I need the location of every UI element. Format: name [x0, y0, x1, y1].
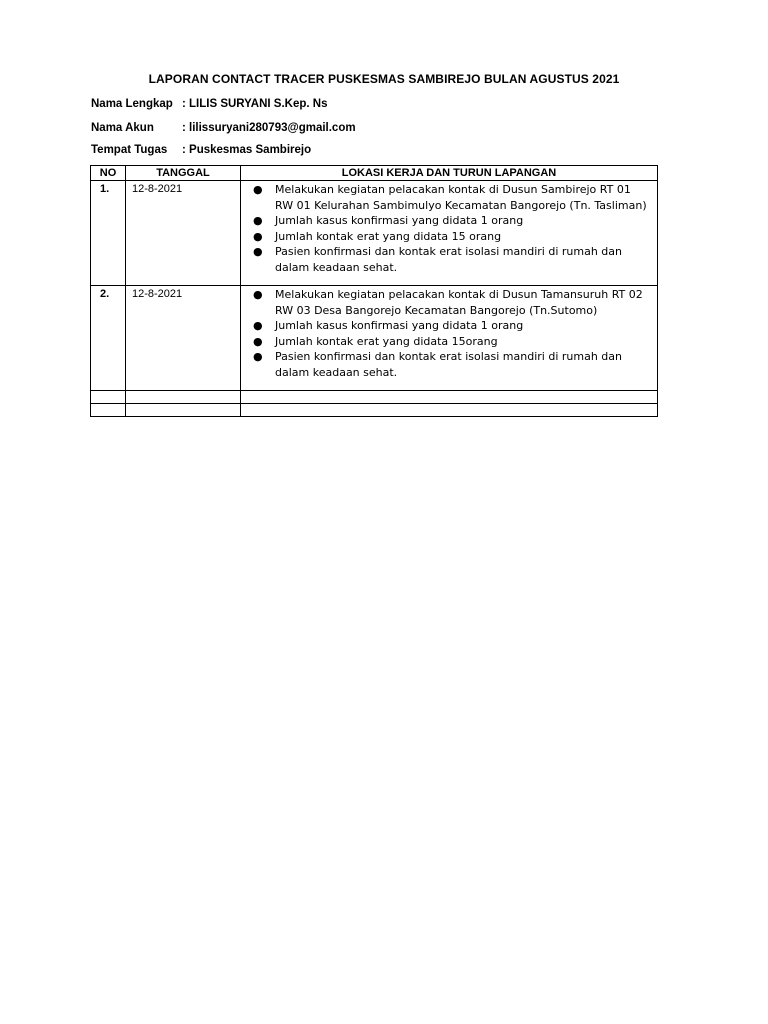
row-description: [241, 181, 658, 286]
empty-table-row: [91, 391, 658, 404]
report-title: LAPORAN CONTACT TRACER PUSKESMAS SAMBIREJO BULAN AGUSTUS 2021: [148, 72, 620, 86]
field-nama-lengkap: [91, 98, 328, 110]
bullet-icon: ●: [253, 319, 263, 332]
list-item: [251, 287, 651, 318]
empty-cell: [241, 391, 658, 404]
empty-cell: [126, 404, 241, 417]
list-item-text: Melakukan kegiatan pelacakan kontak di Dusun Tamansuruh RT 02 RW 03 Desa Bangorejo Kecamatan Bangorejo (Tn.Sutomo): [275, 288, 643, 317]
bullet-icon: ●: [253, 183, 263, 196]
bullet-icon: ●: [253, 214, 263, 227]
list-item: [251, 349, 651, 380]
list-item-text: Melakukan kegiatan pelacakan kontak di Dusun Sambirejo RT 01 RW 01 Kelurahan Sambimulyo Kecamatan Bangorejo (Tn. Tasliman): [275, 183, 647, 212]
field-value: : lilissuryani280793@gmail.com: [182, 122, 356, 134]
list-item: [251, 244, 651, 275]
list-item: [251, 334, 651, 350]
empty-table-row: [91, 404, 658, 417]
field-tempat-tugas: [91, 144, 312, 156]
field-label: Tempat Tugas: [91, 144, 168, 156]
row-description: [241, 286, 658, 391]
field-nama-akun: [91, 122, 356, 134]
list-item: [251, 213, 651, 229]
list-item: [251, 229, 651, 245]
row-date: 12-8-2021: [126, 286, 241, 391]
list-item-text: Jumlah kontak erat yang didata 15orang: [275, 334, 498, 348]
field-label: Nama Akun: [91, 122, 154, 134]
activity-table: [90, 165, 658, 417]
list-item: [251, 182, 651, 213]
header-no: NO: [91, 166, 126, 181]
row-no: 2.: [91, 286, 126, 391]
bullet-icon: ●: [253, 334, 263, 348]
row-no: 1.: [91, 181, 126, 286]
list-item-text: Jumlah kontak erat yang didata 15 orang: [275, 229, 502, 243]
list-item-text: Jumlah kasus konfirmasi yang didata 1 orang: [275, 319, 524, 332]
list-item-text: Jumlah kasus konfirmasi yang didata 1 orang: [275, 214, 524, 227]
bullet-icon: ●: [253, 288, 263, 301]
bullet-icon: ●: [253, 245, 263, 258]
list-item-text: Pasien konfirmasi dan kontak erat isolasi mandiri di rumah dan dalam keadaan sehat.: [275, 350, 622, 379]
bullet-icon: ●: [253, 229, 263, 243]
field-value: : Puskesmas Sambirejo: [182, 144, 312, 156]
empty-cell: [91, 404, 126, 417]
list-item-text: Pasien konfirmasi dan kontak erat isolasi mandiri di rumah dan dalam keadaan sehat.: [275, 245, 622, 274]
row-date: 12-8-2021: [126, 181, 241, 286]
table-row: [91, 181, 658, 286]
field-label: Nama Lengkap: [91, 98, 173, 110]
table-header-row: [91, 166, 658, 181]
header-tanggal: TANGGAL: [126, 166, 241, 181]
field-value: : LILIS SURYANI S.Kep. Ns: [182, 98, 328, 110]
empty-cell: [241, 404, 658, 417]
table-row: [91, 286, 658, 391]
header-lokasi: LOKASI KERJA DAN TURUN LAPANGAN: [241, 166, 658, 181]
list-item: [251, 318, 651, 334]
empty-cell: [91, 391, 126, 404]
empty-cell: [126, 391, 241, 404]
bullet-icon: ●: [253, 350, 263, 363]
